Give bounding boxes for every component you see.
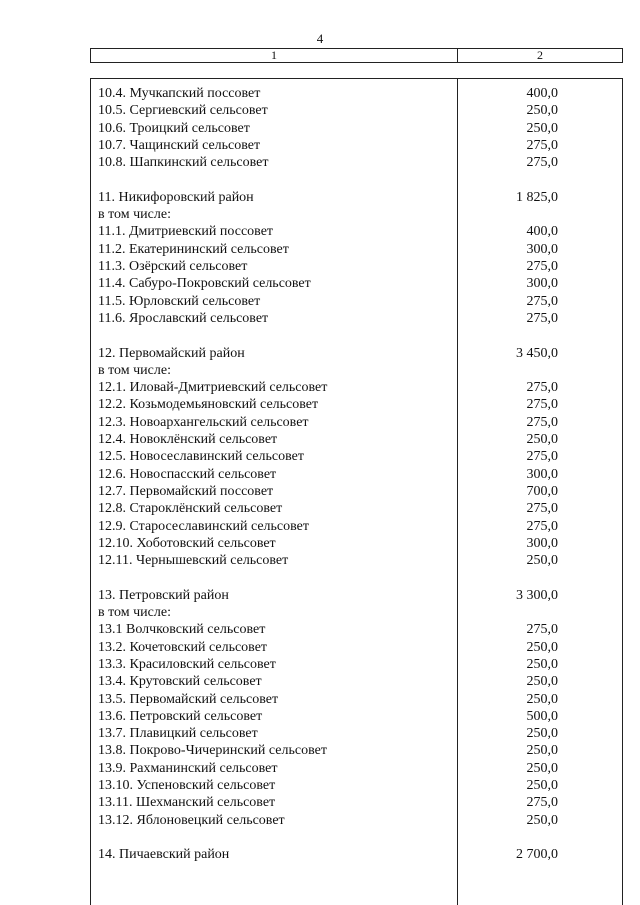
table-row — [91, 120, 622, 138]
header-col-2: 2 — [537, 48, 543, 62]
row-value: 700,0 — [526, 483, 558, 499]
row-name: 12.8. Староклёнский сельсовет — [98, 501, 283, 517]
row-value: 275,0 — [526, 518, 558, 534]
row-name: 10.7. Чащинский сельсовет — [98, 137, 261, 153]
row-value: 300,0 — [526, 241, 558, 257]
table-row — [91, 708, 622, 726]
table-row — [91, 604, 622, 622]
row-value: 300,0 — [526, 535, 558, 551]
row-value: 275,0 — [526, 259, 558, 274]
row-name: 13.11. Шехманский сельсовет — [98, 795, 276, 811]
row-value: 250,0 — [526, 726, 558, 742]
table-row — [91, 552, 622, 570]
table-row — [91, 639, 622, 657]
row-name: 13.2. Кочетовский сельсовет — [98, 639, 268, 655]
table-row-spacer — [91, 172, 622, 190]
row-value: 250,0 — [526, 674, 558, 690]
table-row — [91, 518, 622, 536]
row-value: 500,0 — [526, 708, 558, 724]
row-name: 10.6. Троицкий сельсовет — [98, 120, 250, 136]
table-row-spacer — [91, 829, 622, 847]
row-value: 275,0 — [526, 293, 558, 309]
table-row — [91, 206, 622, 224]
table-row — [91, 691, 622, 709]
row-name: 12.9. Старосеславинский сельсовет — [98, 518, 310, 534]
row-name: в том числе: — [98, 362, 171, 378]
row-value: 250,0 — [526, 812, 558, 828]
row-value: 250,0 — [526, 656, 558, 672]
row-value: 275,0 — [526, 397, 558, 413]
row-name: 12.11. Чернышевский сельсовет — [98, 553, 289, 569]
row-value: 250,0 — [526, 432, 558, 447]
row-name: 12.4. Новоклёнский сельсовет — [98, 432, 278, 447]
table-row — [91, 760, 622, 778]
row-name: 11. Никифоровский район — [98, 189, 254, 205]
table-row — [91, 414, 622, 432]
row-name: 10.5. Сергиевский сельсовет — [98, 103, 268, 119]
table-row — [91, 154, 622, 172]
row-value: 275,0 — [526, 137, 558, 153]
row-name: 12.1. Иловай-Дмитриевский сельсовет — [98, 380, 328, 396]
row-name: 13.8. Покрово-Чичеринский сельсовет — [98, 743, 327, 759]
table-row — [91, 275, 622, 293]
row-value: 2 700,0 — [516, 847, 558, 863]
row-value: 275,0 — [526, 380, 558, 396]
table-row — [91, 535, 622, 553]
row-name: 13.3. Красиловский сельсовет — [98, 656, 276, 672]
table-row — [91, 812, 622, 830]
row-name: 11.2. Екатерининский сельсовет — [98, 241, 289, 257]
table-row — [91, 448, 622, 466]
row-name: 12.5. Новосеславинский сельсовет — [98, 449, 304, 465]
table-row — [91, 673, 622, 691]
page-number: 4 — [316, 31, 324, 46]
table-row — [91, 258, 622, 276]
row-value: 275,0 — [526, 501, 558, 517]
table-row — [91, 241, 622, 259]
table-row — [91, 431, 622, 449]
table-header — [90, 48, 623, 63]
row-value: 300,0 — [526, 466, 558, 482]
row-value: 275,0 — [526, 795, 558, 811]
table-row-spacer — [91, 569, 622, 587]
table-row — [91, 656, 622, 674]
table-row — [91, 345, 622, 363]
row-name: 13.5. Первомайский сельсовет — [98, 691, 279, 707]
row-name: 12.10. Хоботовский сельсовет — [98, 535, 276, 551]
table-row — [91, 500, 622, 518]
row-name: 13. Петровский район — [98, 587, 229, 603]
table-row — [91, 293, 622, 311]
table-row-spacer — [91, 327, 622, 345]
table-row — [91, 310, 622, 328]
table-row — [91, 396, 622, 414]
table-row — [91, 466, 622, 484]
row-name: 12. Первомайский район — [98, 345, 245, 361]
row-name: 13.7. Плавицкий сельсовет — [98, 726, 258, 742]
row-name: 13.9. Рахманинский сельсовет — [98, 760, 278, 776]
row-name: 13.12. Яблоновецкий сельсовет — [98, 812, 285, 828]
row-value: 250,0 — [526, 553, 558, 569]
row-value: 275,0 — [526, 310, 558, 326]
row-name: 14. Пичаевский район — [98, 847, 230, 863]
row-value: 250,0 — [526, 691, 558, 707]
row-name: 11.3. Озёрский сельсовет — [98, 259, 248, 274]
row-value: 275,0 — [526, 414, 558, 430]
row-name: в том числе: — [98, 207, 171, 223]
table-row — [91, 725, 622, 743]
table-row — [91, 742, 622, 760]
table-row — [91, 137, 622, 155]
row-name: 12.7. Первомайский поссовет — [98, 483, 274, 499]
row-value: 300,0 — [526, 276, 558, 292]
row-value: 400,0 — [526, 86, 558, 101]
row-name: 11.5. Юрловский сельсовет — [98, 293, 261, 309]
row-name: 13.4. Крутовский сельсовет — [98, 674, 262, 690]
row-name: 10.4. Мучкапский поссовет — [98, 86, 261, 101]
row-value: 400,0 — [526, 224, 558, 240]
row-value: 250,0 — [526, 120, 558, 136]
row-name: 11.1. Дмитриевский поссовет — [98, 224, 274, 240]
table-row — [91, 189, 622, 207]
table-row — [91, 621, 622, 639]
row-name: 11.4. Сабуро-Покровский сельсовет — [98, 276, 311, 292]
row-name: 10.8. Шапкинский сельсовет — [98, 155, 269, 171]
row-name: в том числе: — [98, 605, 171, 620]
row-name: 13.10. Успеновский сельсовет — [98, 778, 276, 793]
row-name: 12.2. Козьмодемьяновский сельсовет — [98, 397, 319, 413]
data-table — [90, 78, 623, 905]
table-row — [91, 223, 622, 241]
table-row — [91, 379, 622, 397]
row-value: 275,0 — [526, 155, 558, 171]
row-value: 3 450,0 — [516, 345, 558, 361]
table-row — [91, 587, 622, 605]
table-row — [91, 777, 622, 795]
row-value: 3 300,0 — [516, 587, 558, 603]
table-row — [91, 85, 622, 103]
table-row — [91, 362, 622, 380]
row-value: 250,0 — [526, 639, 558, 655]
row-value: 275,0 — [526, 449, 558, 465]
row-name: 13.1 Волчковский сельсовет — [98, 622, 266, 638]
row-name: 13.6. Петровский сельсовет — [98, 708, 263, 724]
table-row — [91, 102, 622, 120]
row-value: 1 825,0 — [516, 189, 558, 205]
table-row — [91, 794, 622, 812]
row-name: 12.6. Новоспасский сельсовет — [98, 466, 277, 482]
header-col-1: 1 — [91, 49, 458, 62]
row-name: 11.6. Ярославский сельсовет — [98, 310, 269, 326]
row-value: 250,0 — [526, 778, 558, 793]
row-value: 250,0 — [526, 760, 558, 776]
row-name: 12.3. Новоархангельский сельсовет — [98, 414, 309, 430]
table-row — [91, 483, 622, 501]
row-value: 275,0 — [526, 622, 558, 638]
row-value: 250,0 — [526, 103, 558, 119]
table-row — [91, 846, 622, 864]
row-value: 250,0 — [526, 743, 558, 759]
